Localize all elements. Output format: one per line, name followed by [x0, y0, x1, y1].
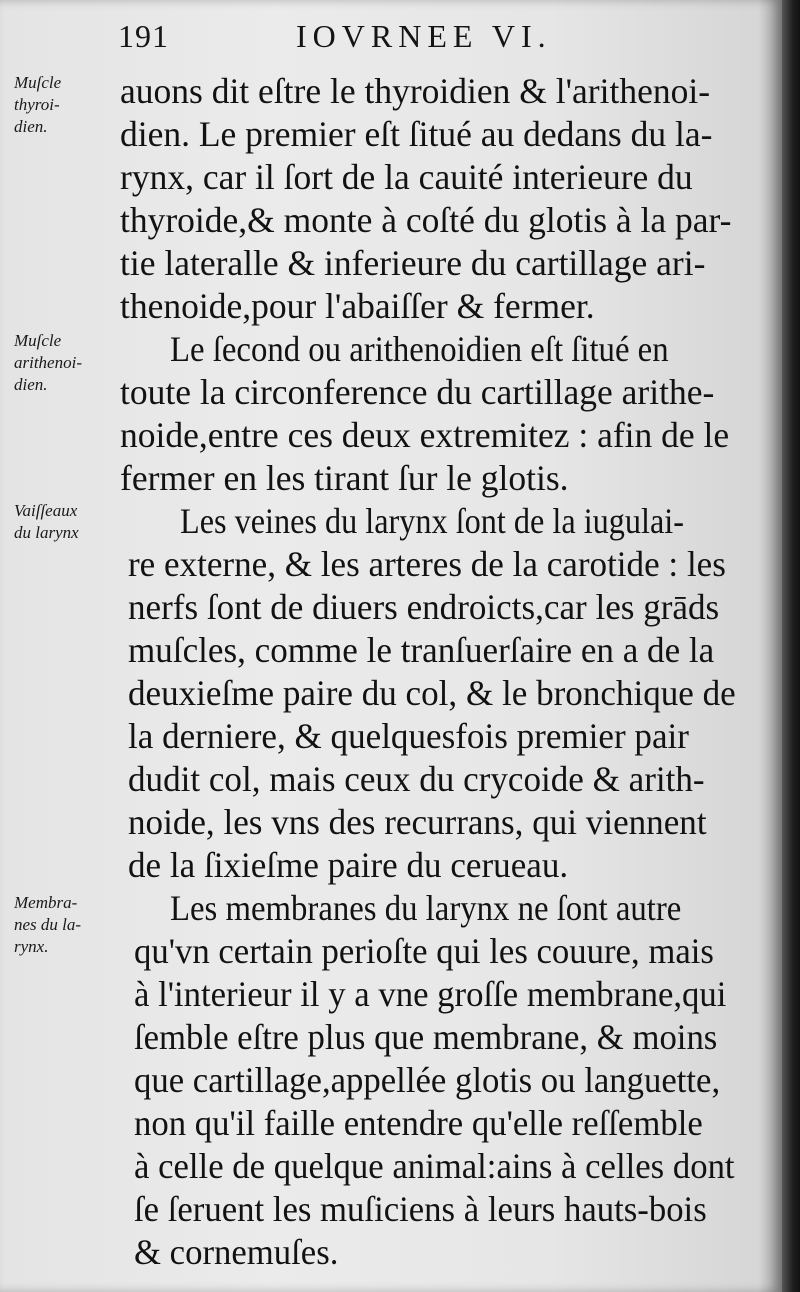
text-line: la derniere, & quelquesfois premier pair	[128, 716, 689, 756]
text-line: muſcles, comme le tranſuerſaire en a de la	[128, 630, 715, 670]
text-line: rynx, car il ſort de la cauité interieure du	[120, 157, 693, 197]
margin-note-arithenoidien	[14, 330, 124, 396]
margin-note-line: dien.	[14, 117, 48, 136]
margin-note-line: rynx.	[14, 937, 49, 956]
margin-note-line: arithenoi-	[14, 353, 82, 372]
text-line: ſe ſeruent les muſiciens à leurs hauts-bois	[134, 1189, 707, 1229]
text-line: Les veines du larynx ſont de la iugulai-	[180, 501, 684, 541]
text-line: à l'interieur il y a vne groſſe membrane,qui	[134, 974, 727, 1014]
text-line: fermer en les tirant ſur le glotis.	[120, 458, 569, 498]
text-line: tie lateralle & inferieure du cartillage ari-	[120, 243, 706, 283]
page-header	[118, 18, 598, 58]
text-line: thenoide,pour l'abaiſſer & fermer.	[120, 286, 595, 326]
text-line: dudit col, mais ceux du crycoide & arith-	[128, 759, 705, 799]
text-line: auons dit eſtre le thyroidien & l'arithenoi-	[120, 71, 711, 111]
text-line: noide, les vns des recurrans, qui viennent	[128, 802, 707, 842]
page-edge-shadow	[782, 0, 800, 1292]
text-line: à celle de quelque animal:ains à celles dont	[134, 1146, 735, 1186]
margin-note-line: nes du la-	[14, 915, 82, 934]
margin-note-line: thyroi-	[14, 95, 60, 114]
text-line: deuxieſme paire du col, & le bronchique de	[128, 673, 736, 713]
margin-note-vaisseaux	[14, 500, 124, 544]
margin-note-line: Membra-	[14, 893, 78, 912]
text-line: ſemble eſtre plus que membrane, & moins	[134, 1017, 718, 1057]
text-line: de la ſixieſme paire du cerueau.	[128, 845, 569, 885]
text-line: toute la circonference du cartillage arithe-	[120, 372, 715, 412]
text-line: re externe, & les arteres de la carotide : les	[128, 544, 726, 584]
page-number: 191	[118, 18, 169, 54]
margin-note-line: Vaiſſeaux	[14, 501, 78, 520]
margin-note-line: dien.	[14, 375, 48, 394]
text-line: qu'vn certain perioſte qui les couure, mais	[134, 931, 714, 971]
text-line: & cornemuſes.	[134, 1232, 339, 1272]
text-line: non qu'il faille entendre qu'elle reſſemble	[134, 1103, 703, 1143]
text-line: dien. Le premier eſt ſitué au dedans du la-	[120, 114, 713, 154]
text-line: thyroide,& monte à coſté du glotis à la par-	[120, 200, 732, 240]
margin-note-line: Muſcle	[14, 331, 62, 350]
text-line: Le ſecond ou arithenoidien eſt ſitué en	[170, 329, 669, 369]
text-line: nerfs ſont de diuers endroicts,car les grāds	[128, 587, 720, 627]
text-line: Les membranes du larynx ne ſont autre	[170, 888, 682, 928]
text-line: que cartillage,appellée glotis ou languette,	[134, 1060, 721, 1100]
margin-note-line: du larynx	[14, 523, 79, 542]
margin-note-thyroidien	[14, 72, 124, 138]
running-title: IOVRNEE VI.	[296, 18, 552, 54]
margin-note-line: Muſcle	[14, 73, 62, 92]
text-line: noide,entre ces deux extremitez : afin de le	[120, 415, 730, 455]
margin-note-membranes	[14, 892, 124, 958]
